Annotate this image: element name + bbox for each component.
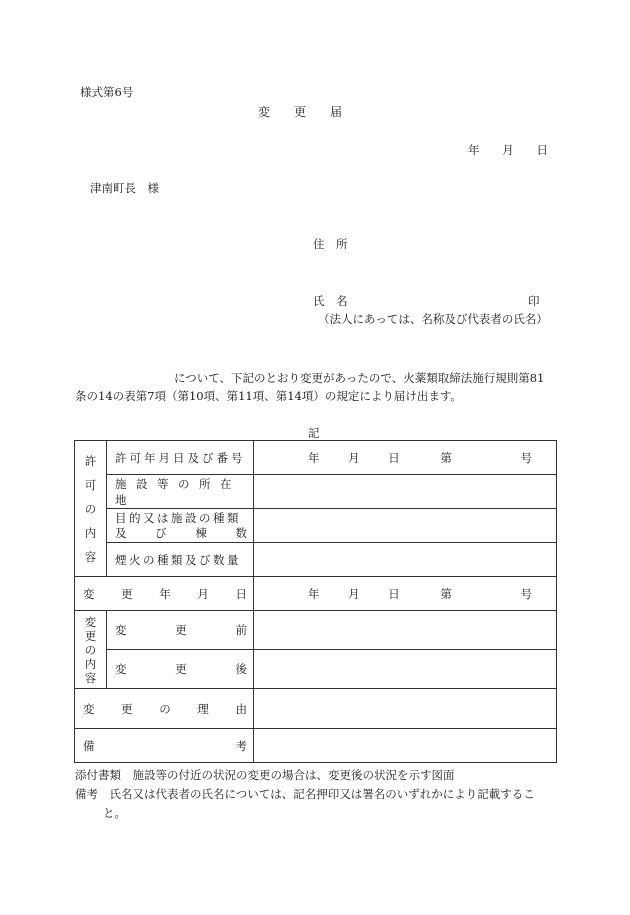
date-line: [468, 142, 548, 158]
seal-mark: 印: [528, 294, 540, 308]
group-char: 内: [84, 656, 97, 671]
addressee: 津南町長 様: [90, 181, 159, 195]
label-char: び: [155, 525, 167, 540]
label-char: 及: [115, 525, 127, 540]
body-text-line2: 条の14の表第7項（第10項、第11項、第14項）の規定により届け出ます。: [75, 389, 462, 403]
label-char: 変: [83, 586, 95, 601]
label-char: の: [159, 701, 171, 716]
address-label: 住 所: [313, 237, 348, 251]
group-char: 容: [84, 549, 97, 564]
label-char: 変: [115, 662, 127, 676]
purpose-field[interactable]: [254, 509, 557, 543]
change-form-table: [74, 440, 557, 763]
group-char: 内: [84, 525, 97, 540]
change-date-label: [75, 577, 254, 611]
corporate-note: （法人にあっては、名称及び代表者の氏名）: [318, 312, 548, 326]
before-change-label: [107, 611, 254, 650]
attachments-note: 添付書類 施設等の付近の状況の変更の場合は、変更後の状況を示す図面: [75, 768, 455, 782]
group-char: 可: [84, 477, 97, 492]
name-label: 氏 名: [313, 294, 348, 308]
label-char: 更: [121, 586, 133, 601]
label-text: 目的又は施設の種類: [115, 510, 241, 525]
label-char: 更: [175, 662, 187, 676]
before-change-field[interactable]: [254, 611, 557, 650]
remarks-note-line2: と。: [103, 806, 126, 820]
change-reason-field[interactable]: [254, 689, 557, 729]
form-title: 変 更 届: [258, 105, 343, 119]
purpose-label: [107, 509, 254, 543]
fireworks-label: [107, 543, 254, 577]
value-year: 年: [308, 450, 320, 465]
facility-location-field[interactable]: [254, 475, 557, 509]
fireworks-field[interactable]: [254, 543, 557, 577]
label-char: 更: [175, 623, 187, 637]
label-char: 考: [235, 738, 247, 753]
change-contents-group: [75, 611, 107, 689]
label-char: 日: [235, 586, 247, 601]
label-char: 備: [83, 738, 95, 753]
label-char: 数: [235, 525, 247, 540]
body-text-line1: について、下記のとおり変更があったので、火薬類取締法施行規則第81: [174, 371, 545, 385]
value-dai: 第: [440, 450, 452, 465]
value-year: 年: [308, 586, 320, 601]
label-char: 変: [115, 623, 127, 637]
label-char: 年: [159, 586, 171, 601]
permit-date-label: [107, 441, 254, 475]
change-reason-label: [75, 689, 254, 729]
value-gou: 号: [520, 586, 532, 601]
after-change-label: [107, 650, 254, 689]
remarks-label: [75, 729, 254, 763]
value-day: 日: [388, 586, 400, 601]
value-month: 月: [348, 586, 360, 601]
change-date-field[interactable]: [254, 577, 557, 611]
group-char: の: [84, 501, 97, 516]
remarks-note-line1: 備考 氏名又は代表者の氏名については、記名押印又は署名のいずれかにより記載するこ: [75, 787, 535, 801]
label-char: 変: [83, 701, 95, 716]
label-char: 後: [235, 662, 247, 676]
ki-heading: 記: [308, 426, 320, 440]
group-char: の: [84, 642, 97, 657]
label-text: 許可年月日及び番号: [115, 450, 246, 465]
label-char: 由: [235, 701, 247, 716]
group-char: 更: [84, 628, 97, 643]
value-gou: 号: [520, 450, 532, 465]
date-day: 日: [536, 143, 548, 157]
group-char: 変: [84, 614, 97, 629]
label-char: 理: [197, 701, 209, 716]
date-year: 年: [468, 143, 480, 157]
remarks-field[interactable]: [254, 729, 557, 763]
facility-location-label: [107, 475, 254, 509]
date-month: 月: [502, 143, 514, 157]
label-char: 棟: [195, 525, 207, 540]
group-char: 容: [84, 670, 97, 685]
label-text: 煙火の種類及び数量: [115, 552, 241, 567]
value-dai: 第: [440, 586, 452, 601]
value-month: 月: [348, 450, 360, 465]
value-day: 日: [388, 450, 400, 465]
permit-contents-group: [75, 441, 107, 577]
label-char: 更: [121, 701, 133, 716]
label-char: 月: [197, 586, 209, 601]
permit-date-field[interactable]: [254, 441, 557, 475]
label-char: 前: [235, 623, 247, 637]
form-number: 様式第6号: [80, 85, 134, 99]
group-char: 許: [84, 453, 97, 468]
label-text: 施設等の所在地: [115, 476, 241, 507]
after-change-field[interactable]: [254, 650, 557, 689]
